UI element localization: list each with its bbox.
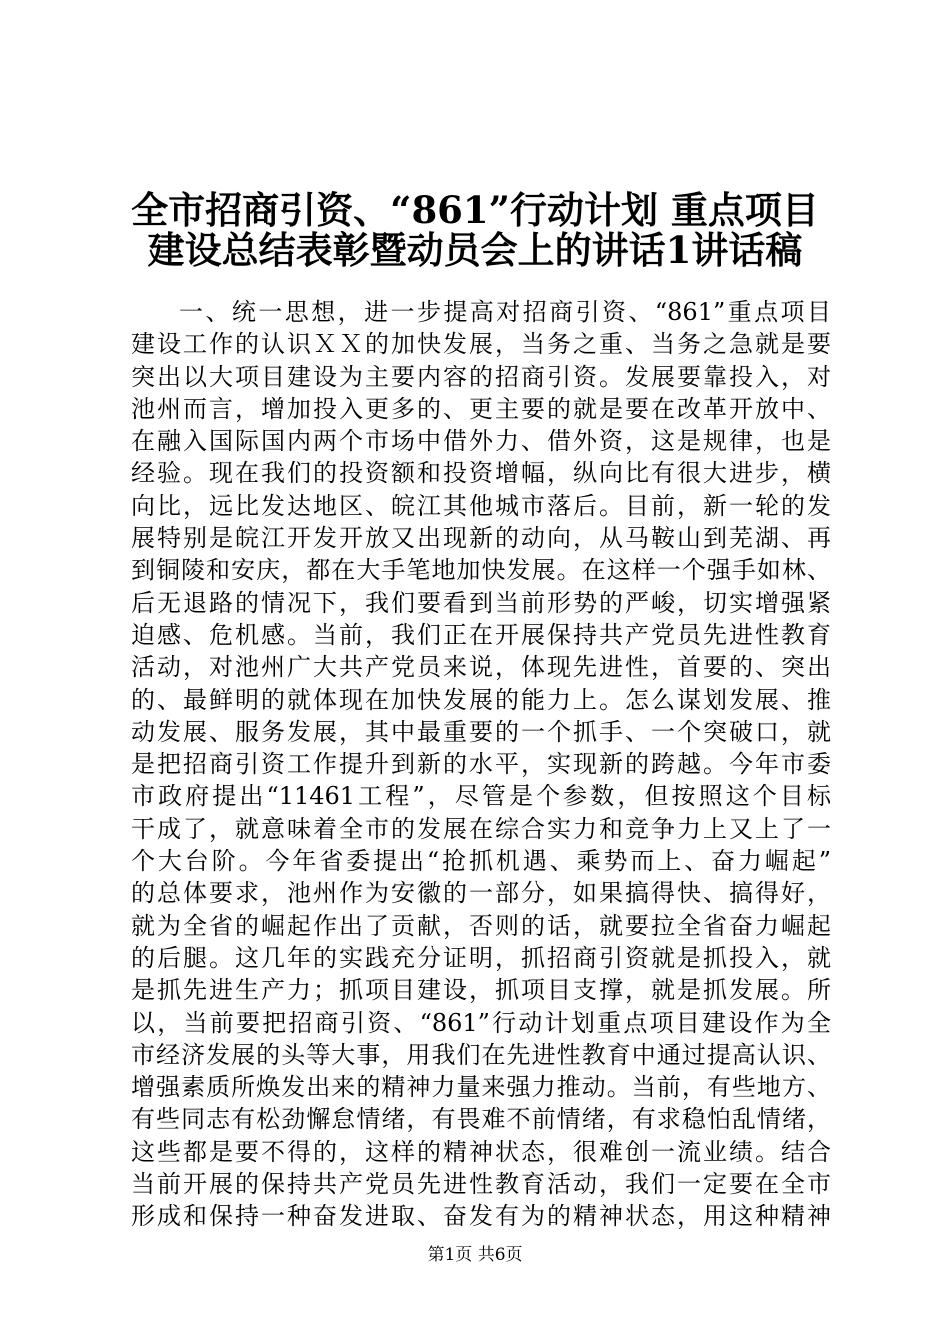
body-line: 向比，远比发达地区、皖江其他城市落后。目前，新一轮的发 xyxy=(131,491,831,520)
body-line: 是抓先进生产力；抓项目建设，抓项目支撑，就是抓发展。所 xyxy=(131,976,831,1005)
body-line: 迫感、危机感。当前，我们正在开展保持共产党员先进性教育 xyxy=(131,620,831,649)
body-line: 活动，对池州广大共产党员来说，体现先进性，首要的、突出 xyxy=(131,653,831,682)
body-line: 建设工作的认识ＸＸ的加快发展，当务之重、当务之急就是要 xyxy=(131,330,831,359)
body-line: 市经济发展的头等大事，用我们在先进性教育中通过提高认识、 xyxy=(131,1040,831,1069)
body-line: 在融入国际国内两个市场中借外力、借外资，这是规律，也是 xyxy=(131,427,831,456)
body-line: 个大台阶。今年省委提出“抢抓机遇、乘势而上、奋力崛起” xyxy=(131,847,831,876)
body-line: 后无退路的情况下，我们要看到当前形势的严峻，切实增强紧 xyxy=(131,588,831,617)
body-line: 的、最鲜明的就体现在加快发展的能力上。怎么谋划发展、推 xyxy=(131,685,831,714)
body-line: 增强素质所焕发出来的精神力量来强力推动。当前，有些地方、 xyxy=(131,1073,831,1102)
page-number-footer: 第1页 共6页 xyxy=(427,1245,523,1265)
body-line: 这些都是要不得的，这样的精神状态，很难创一流业绩。结合 xyxy=(131,1137,831,1166)
body-line: 的后腿。这几年的实践充分证明，抓招商引资就是抓投入，就 xyxy=(131,943,831,972)
body-line: 经验。现在我们的投资额和投资增幅，纵向比有很大进步，横 xyxy=(131,459,831,488)
body-line: 市政府提出“11461工程”，尽管是个参数，但按照这个目标 xyxy=(131,782,831,811)
body-line: 是把招商引资工作提升到新的水平，实现新的跨越。今年市委 xyxy=(131,750,831,779)
document-title-line-2: 建设总结表彰暨动员会上的讲话1讲话稿 xyxy=(147,228,803,272)
body-line: 形成和保持一种奋发进取、奋发有为的精神状态，用这种精神 xyxy=(131,1202,831,1231)
body-line: 的总体要求，池州作为安徽的一部分，如果搞得快、搞得好， xyxy=(131,879,831,908)
body-line: 池州而言，增加投入更多的、更主要的就是要在改革开放中、 xyxy=(131,394,831,423)
body-line: 一、统一思想，进一步提高对招商引资、“861”重点项目 xyxy=(179,298,831,326)
body-line: 以，当前要把招商引资、“861”行动计划重点项目建设作为全 xyxy=(131,1008,831,1037)
document-title-line-1: 全市招商引资、“861”行动计划 重点项目 xyxy=(131,188,819,232)
body-line: 到铜陵和安庆，都在大手笔地加快发展。在这样一个强手如林、 xyxy=(131,556,831,585)
body-line: 就为全省的崛起作出了贡献，否则的话，就要拉全省奋力崛起 xyxy=(131,911,831,940)
body-line: 干成了，就意味着全市的发展在综合实力和竞争力上又上了一 xyxy=(131,814,831,843)
body-line: 有些同志有松劲懈怠情绪，有畏难不前情绪，有求稳怕乱情绪， xyxy=(131,1105,831,1134)
document-body xyxy=(131,296,831,1233)
body-line: 突出以大项目建设为主要内容的招商引资。发展要靠投入，对 xyxy=(131,362,831,391)
body-line: 展特别是皖江开发开放又出现新的动向，从马鞍山到芜湖、再 xyxy=(131,524,831,553)
body-line: 当前开展的保持共产党员先进性教育活动，我们一定要在全市 xyxy=(131,1170,831,1199)
body-line: 动发展、服务发展，其中最重要的一个抓手、一个突破口，就 xyxy=(131,717,831,746)
